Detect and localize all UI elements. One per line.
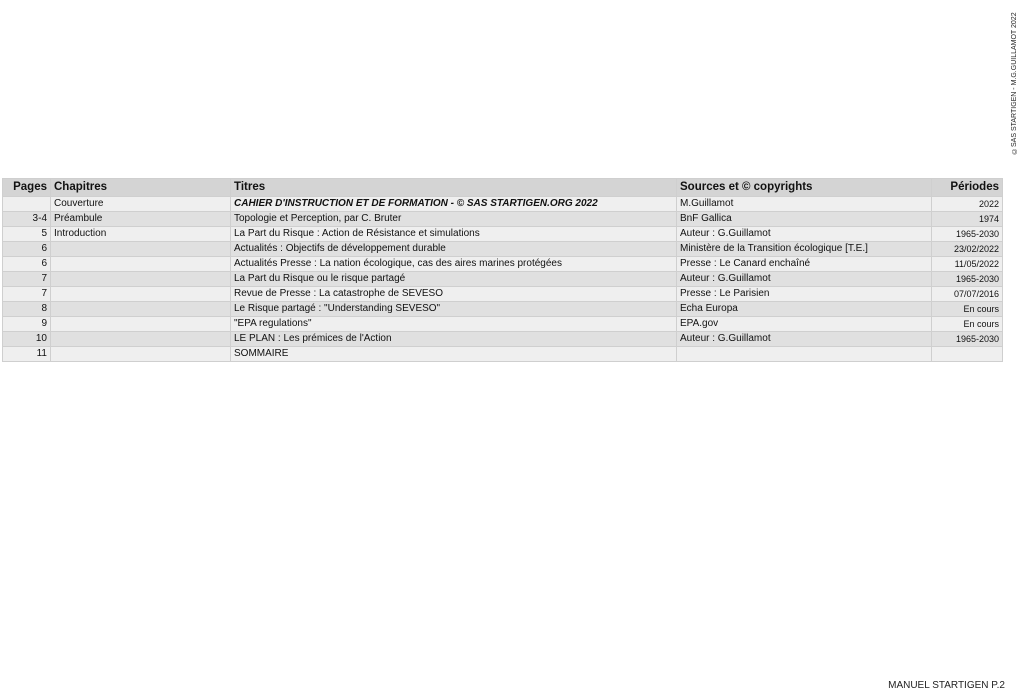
cell-periode: 1965-2030 bbox=[932, 332, 1003, 347]
table-row bbox=[3, 242, 1003, 257]
cell-source: Auteur : G.Guillamot bbox=[677, 272, 932, 287]
table-of-contents bbox=[2, 178, 1003, 362]
table-row bbox=[3, 332, 1003, 347]
cell-periode: En cours bbox=[932, 302, 1003, 317]
table-header-row bbox=[3, 179, 1003, 197]
cell-source: Presse : Le Parisien bbox=[677, 287, 932, 302]
cell-pages: 6 bbox=[3, 257, 51, 272]
cell-periode: En cours bbox=[932, 317, 1003, 332]
table-row bbox=[3, 317, 1003, 332]
cell-source: Ministère de la Transition écologique [T.E.] bbox=[677, 242, 932, 257]
cell-pages bbox=[3, 197, 51, 212]
cell-titre: Actualités : Objectifs de développement durable bbox=[231, 242, 677, 257]
cell-periode: 23/02/2022 bbox=[932, 242, 1003, 257]
cell-titre: CAHIER D'INSTRUCTION ET DE FORMATION - © SAS STARTIGEN.ORG 2022 bbox=[231, 197, 677, 212]
cell-titre: La Part du Risque ou le risque partagé bbox=[231, 272, 677, 287]
page-footer: MANUEL STARTIGEN P.2 bbox=[888, 680, 1005, 691]
table-row bbox=[3, 347, 1003, 362]
cell-source: Presse : Le Canard enchaîné bbox=[677, 257, 932, 272]
header-periodes: Périodes bbox=[932, 179, 1003, 197]
cell-periode: 2022 bbox=[932, 197, 1003, 212]
cell-titre: LE PLAN : Les prémices de l'Action bbox=[231, 332, 677, 347]
cell-chapitre bbox=[51, 317, 231, 332]
table-row bbox=[3, 257, 1003, 272]
cell-periode bbox=[932, 347, 1003, 362]
cell-titre: "EPA regulations" bbox=[231, 317, 677, 332]
cell-chapitre bbox=[51, 257, 231, 272]
cell-titre: Le Risque partagé : "Understanding SEVESO" bbox=[231, 302, 677, 317]
table-row bbox=[3, 212, 1003, 227]
cell-pages: 10 bbox=[3, 332, 51, 347]
cell-titre: Topologie et Perception, par C. Bruter bbox=[231, 212, 677, 227]
header-pages: Pages bbox=[3, 179, 51, 197]
cell-chapitre bbox=[51, 272, 231, 287]
vertical-copyright-notice: ©SAS STARTIGEN - M.G.GUILLAMOT 2022 bbox=[1011, 12, 1018, 154]
cell-titre: Actualités Presse : La nation écologique, cas des aires marines protégées bbox=[231, 257, 677, 272]
cell-titre: La Part du Risque : Action de Résistance et simulations bbox=[231, 227, 677, 242]
cell-pages: 5 bbox=[3, 227, 51, 242]
cell-source: BnF Gallica bbox=[677, 212, 932, 227]
cell-titre: SOMMAIRE bbox=[231, 347, 677, 362]
cell-source bbox=[677, 347, 932, 362]
cell-chapitre: Introduction bbox=[51, 227, 231, 242]
cell-chapitre bbox=[51, 242, 231, 257]
cell-pages: 7 bbox=[3, 272, 51, 287]
cell-pages: 3-4 bbox=[3, 212, 51, 227]
cell-chapitre bbox=[51, 347, 231, 362]
table-row bbox=[3, 197, 1003, 212]
cell-pages: 6 bbox=[3, 242, 51, 257]
cell-source: Auteur : G.Guillamot bbox=[677, 227, 932, 242]
cell-source: Echa Europa bbox=[677, 302, 932, 317]
cell-chapitre bbox=[51, 332, 231, 347]
table-row bbox=[3, 302, 1003, 317]
cell-periode: 1965-2030 bbox=[932, 227, 1003, 242]
cell-pages: 7 bbox=[3, 287, 51, 302]
table-row bbox=[3, 227, 1003, 242]
cell-periode: 1974 bbox=[932, 212, 1003, 227]
header-sources: Sources et © copyrights bbox=[677, 179, 932, 197]
table-row bbox=[3, 287, 1003, 302]
cell-titre: Revue de Presse : La catastrophe de SEVESO bbox=[231, 287, 677, 302]
header-titres: Titres bbox=[231, 179, 677, 197]
cell-pages: 8 bbox=[3, 302, 51, 317]
cell-chapitre: Préambule bbox=[51, 212, 231, 227]
header-chapitres: Chapitres bbox=[51, 179, 231, 197]
cell-periode: 1965-2030 bbox=[932, 272, 1003, 287]
cell-periode: 11/05/2022 bbox=[932, 257, 1003, 272]
cell-pages: 9 bbox=[3, 317, 51, 332]
cell-chapitre: Couverture bbox=[51, 197, 231, 212]
cell-source: M.Guillamot bbox=[677, 197, 932, 212]
cell-pages: 11 bbox=[3, 347, 51, 362]
cell-source: EPA.gov bbox=[677, 317, 932, 332]
cell-source: Auteur : G.Guillamot bbox=[677, 332, 932, 347]
table-row bbox=[3, 272, 1003, 287]
cell-chapitre bbox=[51, 302, 231, 317]
cell-chapitre bbox=[51, 287, 231, 302]
cell-periode: 07/07/2016 bbox=[932, 287, 1003, 302]
